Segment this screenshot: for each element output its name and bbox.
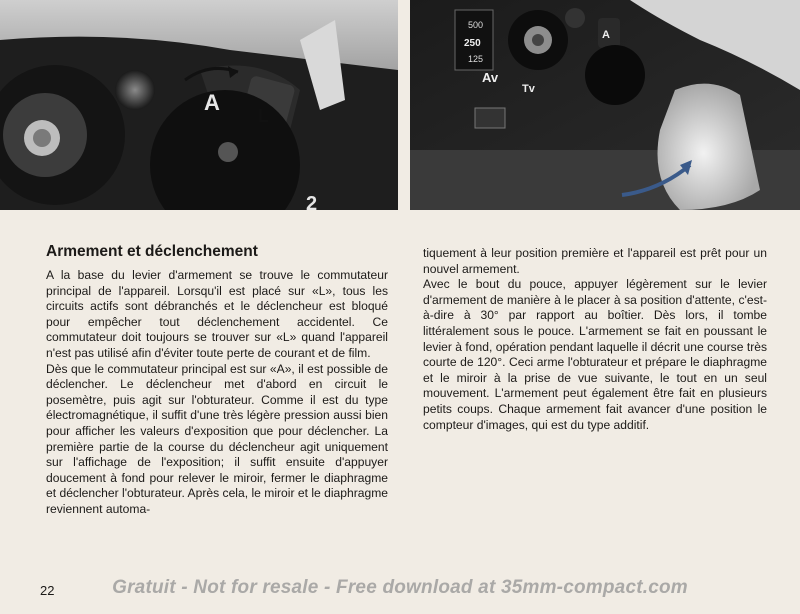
paragraph: Avec le bout du pouce, appuyer légèrement sur le levier d'armement de manière à le placer à sa position d'attente, c'est-à-dire à 30° par rapport au boîtier. Dès lors, il tombe littéralement sous le pouce. L'armement se fait en poussant le levier à fond, opération pendant laquelle il décrit une course très courte de 120°. Ceci arme l'obturateur et prépare le diaphragme et le miroir à la prise de vue suivante, le tout en un seul mouvement. L'armement peut également être fait en plusieurs petits coups. Chaque armement fait avancer d'une position le compteur d'images, qui est du type additif. <box>423 277 767 432</box>
paragraph: A la base du levier d'armement se trouve le commutateur principal de l'appareil. Lorsqu'il est placé sur «L», tous les circuits actifs sont débranchés et le déclencheur est bloqué pour empêcher tout déclenchement accidentel. Ce commutateur doit toujours se trouver sur «L» quand l'appareil n'est pas utilisé afin d'éviter toute perte de courant et de film. <box>46 268 388 360</box>
photo-thumb-lever <box>410 0 800 210</box>
tv-label: Tv <box>522 83 535 95</box>
mode-l-label: L <box>258 106 269 126</box>
photo-main-switch <box>0 0 398 210</box>
paragraph: tiquement à leur position première et l'appareil est prêt pour un nouvel armement. <box>423 246 767 276</box>
paragraph: Dès que le commutateur principal est sur «A», il est possible de déclencher. Le déclencheur met d'abord en circuit le posemètre, puis agit sur l'obturateur. Comme il est du type électromagnétique, il suffit d'une très légère pression aussi bien pour afficher les valeurs d'exposition que pour déclencher. La première partie de la course du déclencheur agit uniquement sur l'affichage de l'exposition; il suffit ensuite d'appuyer doucement à fond pour relever le miroir, fermer le diaphragme et déclencher l'obturateur. Après cela, le miroir et le diaphragme reviennent automa- <box>46 361 388 516</box>
dial-2-label: 2 <box>306 193 318 210</box>
camera-top-left-image <box>0 0 398 210</box>
av-label: Av <box>482 70 499 85</box>
speed-500-label: 500 <box>468 20 484 30</box>
section-heading: Armement et déclenchement <box>46 243 258 260</box>
mode-a-label: A <box>204 90 220 115</box>
page-number: 22 <box>40 583 55 598</box>
speed-125-label: 125 <box>468 54 484 64</box>
camera-thumb-lever-image <box>410 0 800 210</box>
speed-250-label: 250 <box>464 38 481 49</box>
mode-a-label-right: A <box>602 29 610 41</box>
text-column-right <box>423 246 767 433</box>
watermark: Gratuit - Not for resale - Free download at 35mm-compact.com <box>112 577 688 598</box>
text-column-left <box>46 242 388 518</box>
